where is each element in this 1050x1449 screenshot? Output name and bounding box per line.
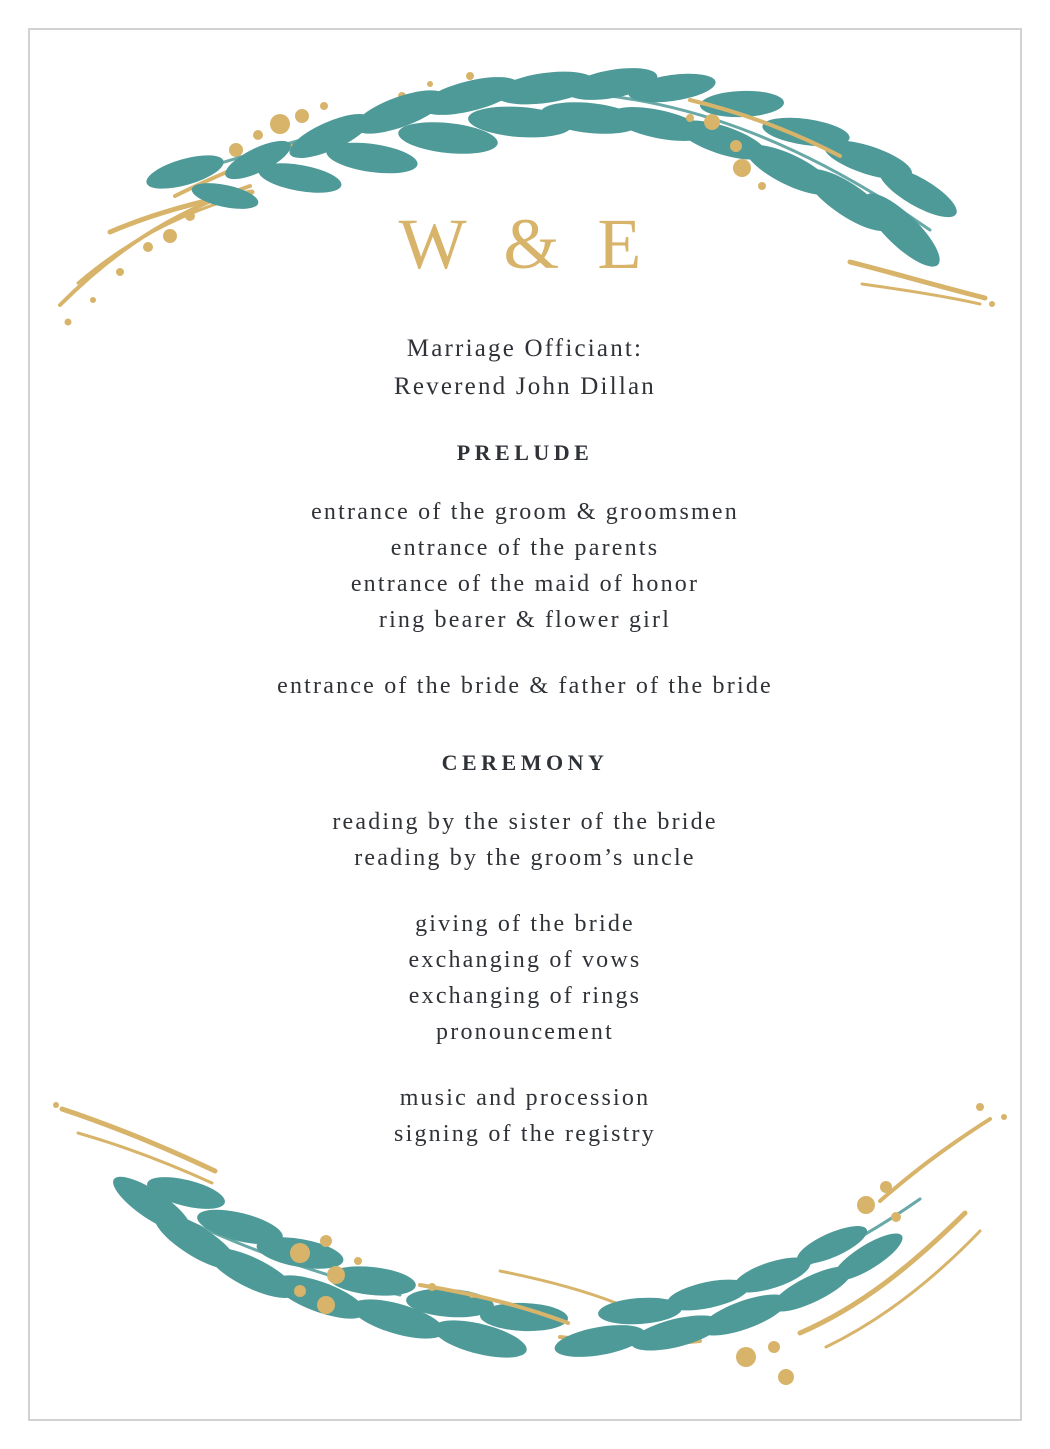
ceremony-group-2: [120, 906, 930, 1050]
program-line: giving of the bride: [415, 911, 635, 937]
program-line: entrance of the groom & groomsmen: [311, 499, 739, 525]
program-line: reading by the sister of the bride: [332, 809, 718, 835]
program-content: [120, 330, 930, 1182]
section-heading-prelude: PRELUDE: [456, 440, 594, 465]
olive-branch-wreath-top-icon: [0, 0, 1050, 360]
officiant-label: Marriage Officiant:: [406, 335, 644, 362]
ceremony-group-3: [120, 1080, 930, 1152]
program-line: ring bearer & flower girl: [378, 607, 672, 633]
program-line: entrance of the bride & father of the bride: [277, 673, 773, 699]
ceremony-group-1: [120, 804, 930, 876]
prelude-group-1: [120, 494, 930, 638]
program-line: pronouncement: [436, 1019, 614, 1045]
officiant-name: Reverend John Dillan: [393, 373, 656, 400]
section-heading-ceremony: CEREMONY: [441, 750, 609, 775]
program-line: signing of the registry: [394, 1121, 656, 1147]
program-line: music and procession: [399, 1085, 651, 1111]
program-line: entrance of the maid of honor: [350, 571, 700, 597]
prelude-group-2: [120, 668, 930, 704]
program-line: reading by the groom’s uncle: [354, 845, 696, 871]
program-line: entrance of the parents: [390, 535, 660, 561]
program-line: exchanging of rings: [408, 983, 642, 1009]
section-spacer: [120, 734, 930, 750]
monogram: W & E: [398, 204, 652, 284]
program-line: exchanging of vows: [408, 947, 642, 973]
officiant-block: [120, 330, 930, 406]
